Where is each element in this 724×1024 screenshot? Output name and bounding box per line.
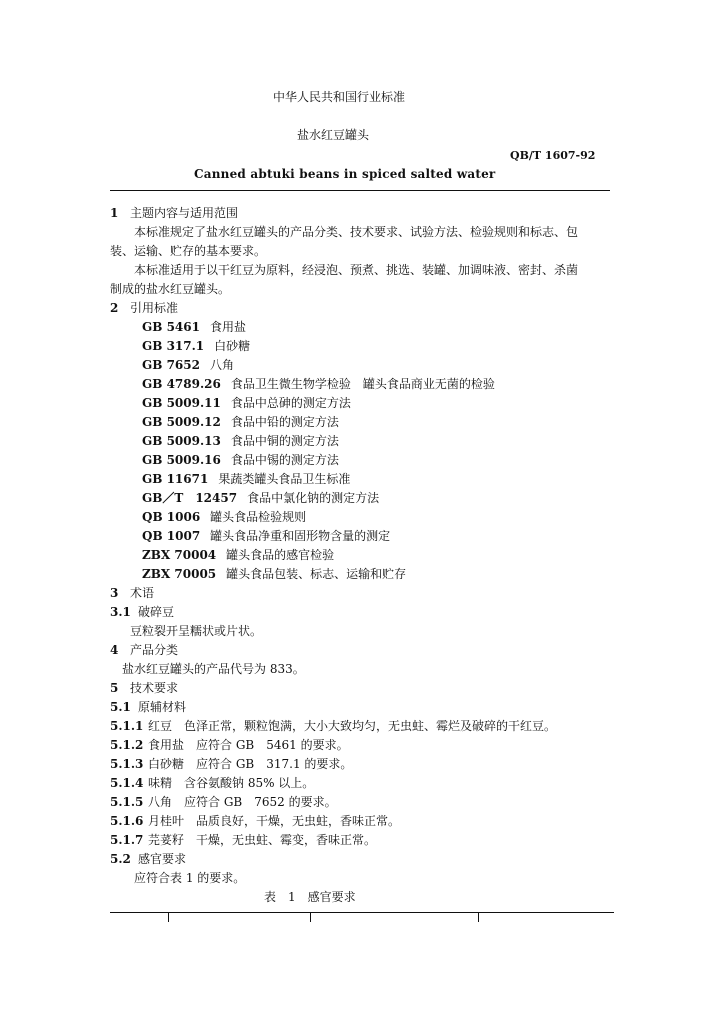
- title-cn: 盐水红豆罐头: [297, 128, 370, 142]
- section-1-heading: [110, 207, 238, 219]
- reference-name: 食品中铅的测定方法: [230, 415, 339, 429]
- section-title: 产品分类: [130, 643, 179, 657]
- subsection-number: 5.1: [110, 700, 131, 714]
- reference-name: 罐头食品的感官检验: [226, 548, 335, 562]
- publisher-line: 中华人民共和国行业标准: [273, 90, 406, 104]
- item-number: 5.1.5: [110, 795, 144, 809]
- reference-name: 八角: [209, 358, 234, 372]
- subsection-5-1-heading: [110, 701, 186, 713]
- section-number: 3: [110, 586, 119, 600]
- section-5-heading: [110, 682, 178, 694]
- section-2-heading: [110, 302, 178, 314]
- table-column-divider: [310, 912, 311, 922]
- item-text: 食用盐 应符合 GB 5461 的要求。: [148, 738, 349, 752]
- section-3-heading: [110, 587, 154, 599]
- section-title: 技术要求: [130, 681, 179, 695]
- section-title: 主题内容与适用范围: [130, 206, 239, 220]
- reference-item: [142, 435, 339, 447]
- reference-item: [142, 511, 306, 523]
- reference-code: QB 1006: [142, 510, 201, 524]
- reference-code: GB 5461: [142, 320, 200, 334]
- table-top-rule: [110, 912, 614, 913]
- reference-name: 食品卫生微生物学检验 罐头食品商业无菌的检验: [230, 377, 495, 391]
- reference-item: [142, 340, 250, 352]
- reference-item: [142, 454, 339, 466]
- s1-paragraph-1-line-1: 本标准规定了盐水红豆罐头的产品分类、技术要求、试验方法、检验规则和标志、包: [134, 225, 579, 239]
- reference-code: GB 5009.11: [142, 396, 221, 410]
- header-rule: [110, 190, 610, 191]
- material-item: [110, 720, 556, 732]
- reference-name: 食品中总砷的测定方法: [230, 396, 351, 410]
- item-number: 5.1.1: [110, 719, 144, 733]
- reference-name: 罐头食品净重和固形物含量的测定: [210, 529, 391, 543]
- s1-paragraph-2-line-2: 制成的盐水红豆罐头。: [110, 282, 231, 296]
- reference-name: 罐头食品包装、标志、运输和贮存: [226, 567, 407, 581]
- reference-name: 食品中锡的测定方法: [230, 453, 339, 467]
- subsection-title: 原辅材料: [138, 700, 187, 714]
- reference-name: 食品中氯化钠的测定方法: [247, 491, 380, 505]
- material-item: [110, 739, 349, 751]
- item-number: 5.1.3: [110, 757, 144, 771]
- item-text: 味精 含谷氨酸钠 85% 以上。: [148, 776, 315, 790]
- reference-code: GB 5009.16: [142, 453, 221, 467]
- reference-code: GB 5009.13: [142, 434, 221, 448]
- title-en: Canned abtuki beans in spiced salted water: [194, 167, 496, 181]
- item-number: 5.1.4: [110, 776, 144, 790]
- reference-name: 食品中铜的测定方法: [230, 434, 339, 448]
- subsection-5-2-text: 应符合表 1 的要求。: [134, 871, 246, 885]
- section-title: 引用标准: [130, 301, 179, 315]
- reference-item: [142, 378, 495, 390]
- reference-item: [142, 321, 246, 333]
- material-item: [110, 758, 352, 770]
- reference-item: [142, 473, 350, 485]
- reference-item: [142, 568, 406, 580]
- section-title: 术语: [130, 586, 155, 600]
- section-number: 5: [110, 681, 119, 695]
- item-number: 5.1.6: [110, 814, 144, 828]
- subsection-title: 破碎豆: [138, 605, 175, 619]
- material-item: [110, 834, 376, 846]
- reference-code: ZBX 70004: [142, 548, 217, 562]
- item-text: 白砂糖 应符合 GB 317.1 的要求。: [148, 757, 353, 771]
- section-4-heading: [110, 644, 178, 656]
- reference-code: GB 5009.12: [142, 415, 221, 429]
- s1-paragraph-2-line-1: 本标准适用于以干红豆为原料，经浸泡、预煮、挑选、装罐、加调味液、密封、杀菌: [134, 263, 579, 277]
- item-number: 5.1.7: [110, 833, 144, 847]
- material-item: [110, 815, 400, 827]
- standard-number: QB/T 1607-92: [510, 149, 596, 162]
- table-column-divider: [478, 912, 479, 922]
- reference-code: GB 7652: [142, 358, 200, 372]
- section-number: 1: [110, 206, 119, 220]
- subsection-number: 3.1: [110, 605, 131, 619]
- reference-code: ZBX 70005: [142, 567, 217, 581]
- item-text: 芫荽籽 干燥，无虫蛀、霉变，香味正常。: [148, 833, 377, 847]
- subsection-3-1-heading: [110, 606, 174, 618]
- section-4-text: 盐水红豆罐头的产品代号为 833。: [122, 662, 305, 676]
- subsection-title: 感官要求: [138, 852, 187, 866]
- reference-item: [142, 397, 351, 409]
- reference-code: GB 317.1: [142, 339, 205, 353]
- reference-item: [142, 530, 390, 542]
- reference-item: [142, 416, 339, 428]
- reference-code: QB 1007: [142, 529, 201, 543]
- item-text: 红豆 色泽正常，颗粒饱满，大小大致均匀，无虫蛀、霉烂及破碎的干红豆。: [148, 719, 557, 733]
- subsection-5-2-heading: [110, 853, 186, 865]
- table-caption: 表 1 感官要求: [264, 890, 356, 904]
- reference-name: 罐头食品检验规则: [210, 510, 307, 524]
- reference-item: [142, 549, 334, 561]
- subsection-number: 5.2: [110, 852, 131, 866]
- item-number: 5.1.2: [110, 738, 144, 752]
- reference-code: GB／T 12457: [142, 491, 238, 505]
- item-text: 月桂叶 品质良好，干燥，无虫蛀，香味正常。: [148, 814, 401, 828]
- reference-code: GB 4789.26: [142, 377, 221, 391]
- material-item: [110, 777, 314, 789]
- reference-item: [142, 359, 234, 371]
- reference-name: 果蔬类罐头食品卫生标准: [218, 472, 351, 486]
- s1-paragraph-1-line-2: 装、运输、贮存的基本要求。: [110, 244, 267, 258]
- section-number: 2: [110, 301, 119, 315]
- table-column-divider: [168, 912, 169, 922]
- reference-name: 白砂糖: [214, 339, 251, 353]
- reference-code: GB 11671: [142, 472, 209, 486]
- reference-item: [142, 492, 379, 504]
- material-item: [110, 796, 337, 808]
- subsection-3-1-text: 豆粒裂开呈糯状或片状。: [130, 624, 263, 638]
- reference-name: 食用盐: [209, 320, 246, 334]
- section-number: 4: [110, 643, 119, 657]
- item-text: 八角 应符合 GB 7652 的要求。: [148, 795, 337, 809]
